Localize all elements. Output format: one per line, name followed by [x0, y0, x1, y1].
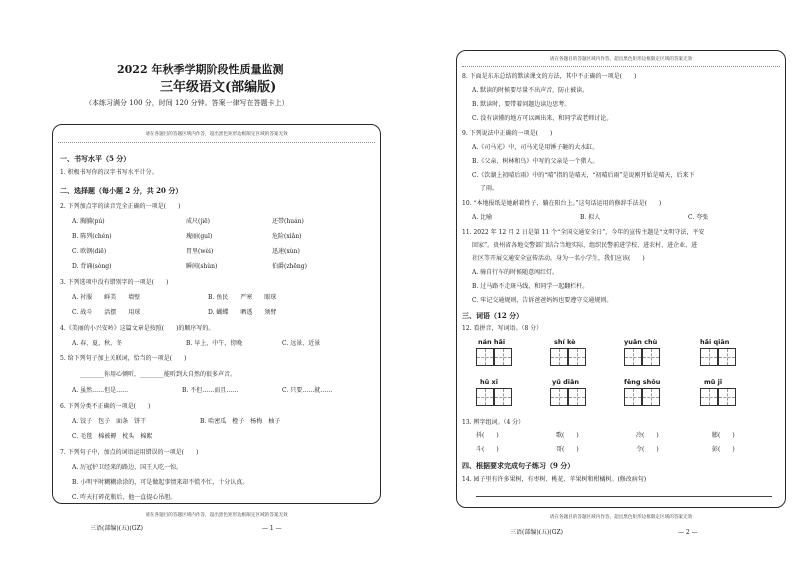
q2-option-c1: C. 欧钢(diē)	[72, 248, 107, 255]
question-6: 6. 下列分类不正确的一项是( )	[60, 403, 151, 410]
q2-option-c3: 迅速(xùn)	[272, 248, 300, 255]
q3-option-c: C. 战斗 活摆 用球	[72, 309, 141, 316]
notice-bottom: 请在各题目的答题区域内作答，超出黑色矩形边框限定区域的答案无效	[549, 515, 693, 520]
question-2: 2. 下列加点字的读音完全正确的一项是( )	[60, 203, 181, 210]
q7-option-b: B. 小明平时糊糊涂涂的，可是做起事情来却不慌不忙，十分认真。	[72, 479, 249, 486]
question-3: 3. 下列选项中没有错别字的一项是( )	[60, 279, 169, 286]
q9-option-c: C.《饮湖上初晴后雨》中的“晴”指的是晴天，“初晴后雨”是说刚开始是晴天，后来下	[472, 172, 695, 179]
word-pair-item: 斗( )	[476, 446, 499, 453]
section-choice: 二、选择题（每小题 2 分，共 20 分）	[60, 186, 183, 195]
question-4: 4.《美丽的小兴安岭》这篇文章是按照( )的顺序写的。	[60, 325, 215, 332]
q2-option-b3: 危险(xiǎn)	[272, 233, 302, 240]
q8-option-a: A. 默读的时候要尽量不出声音，防止被读。	[472, 87, 589, 94]
q11-stem-cont: 回家”。贵州省各地交警部门结合当地实际，组织民警前进学校、进农村、进企业、进	[472, 242, 698, 249]
answer-box[interactable]	[718, 388, 736, 406]
q2-option-a1: A. 胸脯(pú)	[72, 218, 105, 225]
answer-box[interactable]	[550, 388, 568, 406]
answer-box[interactable]	[476, 388, 494, 406]
q10-option-c: C. 夸张	[688, 214, 709, 221]
q5-option-b: B. 不但……而且……	[182, 387, 239, 394]
pinyin-label: yuǎn chù	[624, 338, 658, 346]
q3-option-b: B. 鱼民 严寒 眼球	[208, 294, 277, 301]
answer-line[interactable]	[476, 496, 772, 497]
section-words: 三、词语（12 分）	[462, 311, 524, 320]
q8-option-c: C. 没有读懂的地方可以画出来，和同学或老师讨论。	[472, 115, 613, 122]
pinyin-label: shí kè	[554, 338, 576, 346]
page-two	[420, 0, 794, 562]
answer-box[interactable]	[624, 348, 642, 366]
q4-option-c: C. 远景、近景	[282, 340, 321, 347]
pinyin-label: hū xī	[480, 378, 498, 386]
q10-option-a: A. 比喻	[472, 214, 493, 221]
divider-line	[462, 66, 780, 67]
q7-option-a: A. 厉冠护卫经来的路边，国王人吃一惊。	[72, 464, 183, 471]
exam-title: 2022 年秋季学期阶段性质量监测	[117, 63, 284, 76]
footer-code: 三语(部编)(五)(GZ)	[510, 529, 564, 536]
q3-option-a: A. 衬服 鲜美 墙壁	[72, 294, 141, 301]
answer-box[interactable]	[642, 348, 660, 366]
footer-code: 三语(部编)(五)(GZ)	[90, 525, 144, 532]
answer-box[interactable]	[550, 348, 568, 366]
q2-option-c2: 胃里(wèi)	[186, 248, 214, 255]
q2-option-a3: 还带(huán)	[272, 218, 304, 225]
q2-option-b1: B. 陈列(chén)	[72, 233, 112, 240]
q11-option-a: A. 骑自行车的时候随意闯红灯。	[472, 269, 559, 276]
divider-line	[58, 142, 375, 143]
question-8: 8. 下面是东东总结的默读课文的方法，其中不正确的一项是( )	[462, 73, 637, 80]
answer-box[interactable]	[568, 388, 586, 406]
section-writing: 一、书写水平（5 分）	[60, 154, 131, 163]
pinyin-label: mǔ jī	[704, 378, 723, 386]
word-pair-item: 歌( )	[556, 432, 579, 439]
answer-box[interactable]	[494, 388, 512, 406]
page-number: — 2 —	[678, 529, 698, 536]
q3-option-d: D. 蝴蝶 晒透 须臂	[208, 309, 277, 316]
q9-option-c-cont: 了雨。	[480, 185, 499, 192]
q7-option-c: C. 咋天打碎花瓶后，他一直提心吊胆。	[72, 494, 177, 501]
question-11: 11. 2022 年 12 月 2 日是第 11 个“全国交通安全日”，今年的宣传主题是“文明守法，平安	[462, 229, 705, 236]
answer-box[interactable]	[476, 348, 494, 366]
pinyin-label: yǔ diǎn	[552, 378, 580, 386]
word-pair-item: 彭( )	[712, 446, 735, 453]
q5-option-c: C. 只要……就……	[282, 387, 333, 394]
answer-box[interactable]	[700, 348, 718, 366]
q5-sentence: ________你用心倾听，________能听到大自然的很多声音。	[80, 371, 237, 378]
question-12: 12. 看拼音，写词语。（8 分）	[462, 325, 543, 332]
page-number: — 1 —	[262, 525, 282, 532]
q9-option-a: A.《司马光》中，司马光是用锤子砸的大水缸。	[472, 144, 599, 151]
q2-option-d1: D. 背诵(sòng)	[72, 263, 112, 270]
section-sentences: 四、根据要求完成句子练习（9 分）	[462, 461, 575, 470]
answer-box[interactable]	[700, 388, 718, 406]
q11-option-b: B. 过马路不走斑马线，和同学一起翻栏杆。	[472, 283, 589, 290]
q4-option-a: A. 春、夏、秋、冬	[72, 340, 123, 347]
q5-option-a: A. 虽然……但是……	[72, 387, 129, 394]
answer-box[interactable]	[568, 348, 586, 366]
question-10: 10. “本地报纸是她耐着性子，躺在阳台上。”这句话运用的修辞手法是( )	[462, 200, 662, 207]
notice-top: 请在各题目的答题区域内作答，超出黑色矩形边框限定区域的答案无效	[549, 57, 693, 62]
q6-option-c: C. 毛毯 棉被褥 枕头 棉絮	[72, 433, 153, 440]
pinyin-label: hǎi qiān	[700, 338, 730, 346]
word-pair-item: 令( )	[636, 446, 659, 453]
q2-option-d2: 瞬间(shùn)	[186, 263, 218, 270]
q4-option-b: B. 早上、中午、傍晚	[186, 340, 243, 347]
question-9: 9. 下列说法中正确的一项是( )	[462, 130, 553, 137]
notice-bottom: 请在各题目的答题区域内作答，超出黑色矩形边框限定区域的答案无效	[145, 513, 288, 518]
pinyin-label: nán hǎi	[478, 338, 506, 346]
q6-option-a: A. 饺子 包子 面条 饼干	[72, 418, 147, 425]
word-pair-item: 冷( )	[636, 432, 659, 439]
question-13: 13. 辨字组词。（4 分）	[462, 419, 525, 426]
word-pair-item: 抖( )	[476, 432, 499, 439]
q2-option-d3: 伯爵(zhēng)	[272, 263, 307, 270]
question-14: 14. 园子里有许多果树，有枣树、桃花、苹果树和柑橘树。(修改病句)	[462, 476, 647, 483]
answer-box[interactable]	[624, 388, 642, 406]
answer-box[interactable]	[642, 388, 660, 406]
word-pair-item: 膨( )	[712, 432, 735, 439]
exam-note: （本练习满分 100 分，时间 120 分钟。答案一律写在答题卡上）	[85, 99, 289, 107]
answer-box[interactable]	[718, 348, 736, 366]
word-pair-item: 哥( )	[556, 446, 579, 453]
q2-option-a2: 成尺(jiē)	[186, 218, 211, 225]
q8-option-b: B. 默读时，要带着问题边读边思考。	[472, 101, 571, 108]
q6-option-b: B. 哈密瓜 橙子 杨梅 柚子	[200, 418, 281, 425]
q9-option-b: B.《父亲、树林和鸟》中写的父亲是一个猎人。	[472, 158, 599, 165]
q11-stem-cont2: 社区等开展交通安全宣传活动。身为一名小学生，我们应该( )	[472, 255, 645, 262]
question-1: 1. 积极书写你的汉字书写水平计分。	[60, 169, 158, 176]
q10-option-b: B. 拟人	[580, 214, 601, 221]
notice-top: 请在各题目的答题区域内作答，超出黑色矩形边框限定区域的答案无效	[145, 132, 288, 137]
question-7: 7. 下列句子中，加点的词语运用错误的一项是( )	[60, 449, 199, 456]
exam-subtitle: 三年级语文(部编版)	[160, 80, 277, 95]
answer-box[interactable]	[494, 348, 512, 366]
pinyin-label: fēng shōu	[624, 378, 661, 386]
q11-option-c: C. 牢记交通规则，告诉爸爸妈妈也要遵守交通规则。	[472, 297, 613, 304]
q2-option-b2: 瑰丽(guī)	[186, 233, 213, 240]
question-5: 5. 给下列句子加上关联词，恰当的一项是( )	[60, 355, 187, 362]
